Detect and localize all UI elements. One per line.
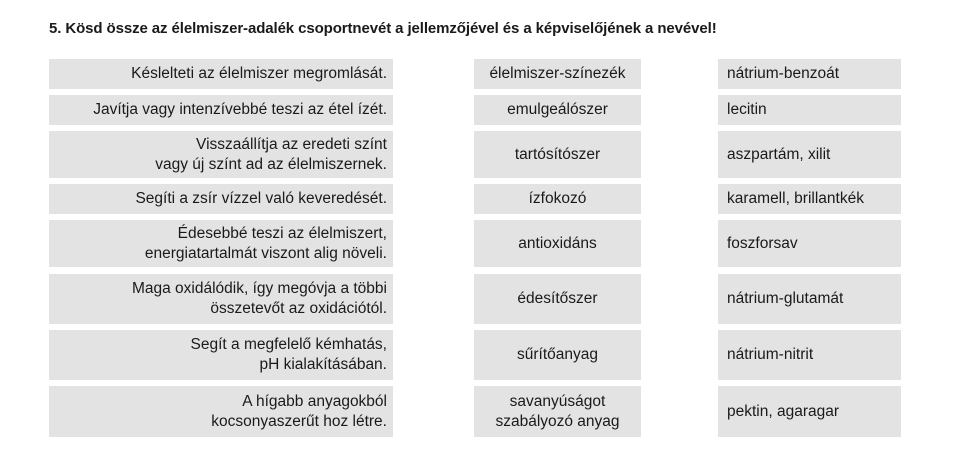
group-name-cell[interactable]: tartósítószer — [474, 131, 641, 178]
representative-cell[interactable]: nátrium-nitrit — [718, 330, 901, 380]
characteristic-cell[interactable]: Édesebbé teszi az élelmiszert, energiatartalmát viszont alig növeli. — [49, 220, 393, 267]
characteristic-cell[interactable]: Késlelteti az élelmiszer megromlását. — [49, 59, 393, 89]
representative-cell[interactable]: karamell, brillantkék — [718, 184, 901, 214]
representative-cell[interactable]: foszforsav — [718, 220, 901, 267]
group-name-cell[interactable]: emulgeálószer — [474, 95, 641, 125]
task-title: 5. Kösd össze az élelmiszer-adalék csoportnevét a jellemzőjével és a képviselőjének a nevével! — [49, 20, 717, 37]
group-name-cell[interactable]: élelmiszer-színezék — [474, 59, 641, 89]
characteristic-cell[interactable]: Visszaállítja az eredeti színt vagy új színt ad az élelmiszernek. — [49, 131, 393, 178]
representative-cell[interactable]: nátrium-benzoát — [718, 59, 901, 89]
group-name-cell[interactable]: édesítőszer — [474, 274, 641, 324]
group-name-cell[interactable]: sűrítőanyag — [474, 330, 641, 380]
characteristic-cell[interactable]: Maga oxidálódik, így megóvja a többi összetevőt az oxidációtól. — [49, 274, 393, 324]
characteristic-cell[interactable]: Segíti a zsír vízzel való keveredését. — [49, 184, 393, 214]
characteristic-cell[interactable]: Javítja vagy intenzívebbé teszi az étel ízét. — [49, 95, 393, 125]
characteristic-cell[interactable]: A hígabb anyagokból kocsonyaszerűt hoz létre. — [49, 386, 393, 437]
group-name-cell[interactable]: savanyúságot szabályozó anyag — [474, 386, 641, 437]
representative-cell[interactable]: pektin, agaragar — [718, 386, 901, 437]
representative-cell[interactable]: lecitin — [718, 95, 901, 125]
representative-cell[interactable]: aszpartám, xilit — [718, 131, 901, 178]
characteristic-cell[interactable]: Segít a megfelelő kémhatás, pH kialakításában. — [49, 330, 393, 380]
group-name-cell[interactable]: antioxidáns — [474, 220, 641, 267]
representative-cell[interactable]: nátrium-glutamát — [718, 274, 901, 324]
group-name-cell[interactable]: ízfokozó — [474, 184, 641, 214]
